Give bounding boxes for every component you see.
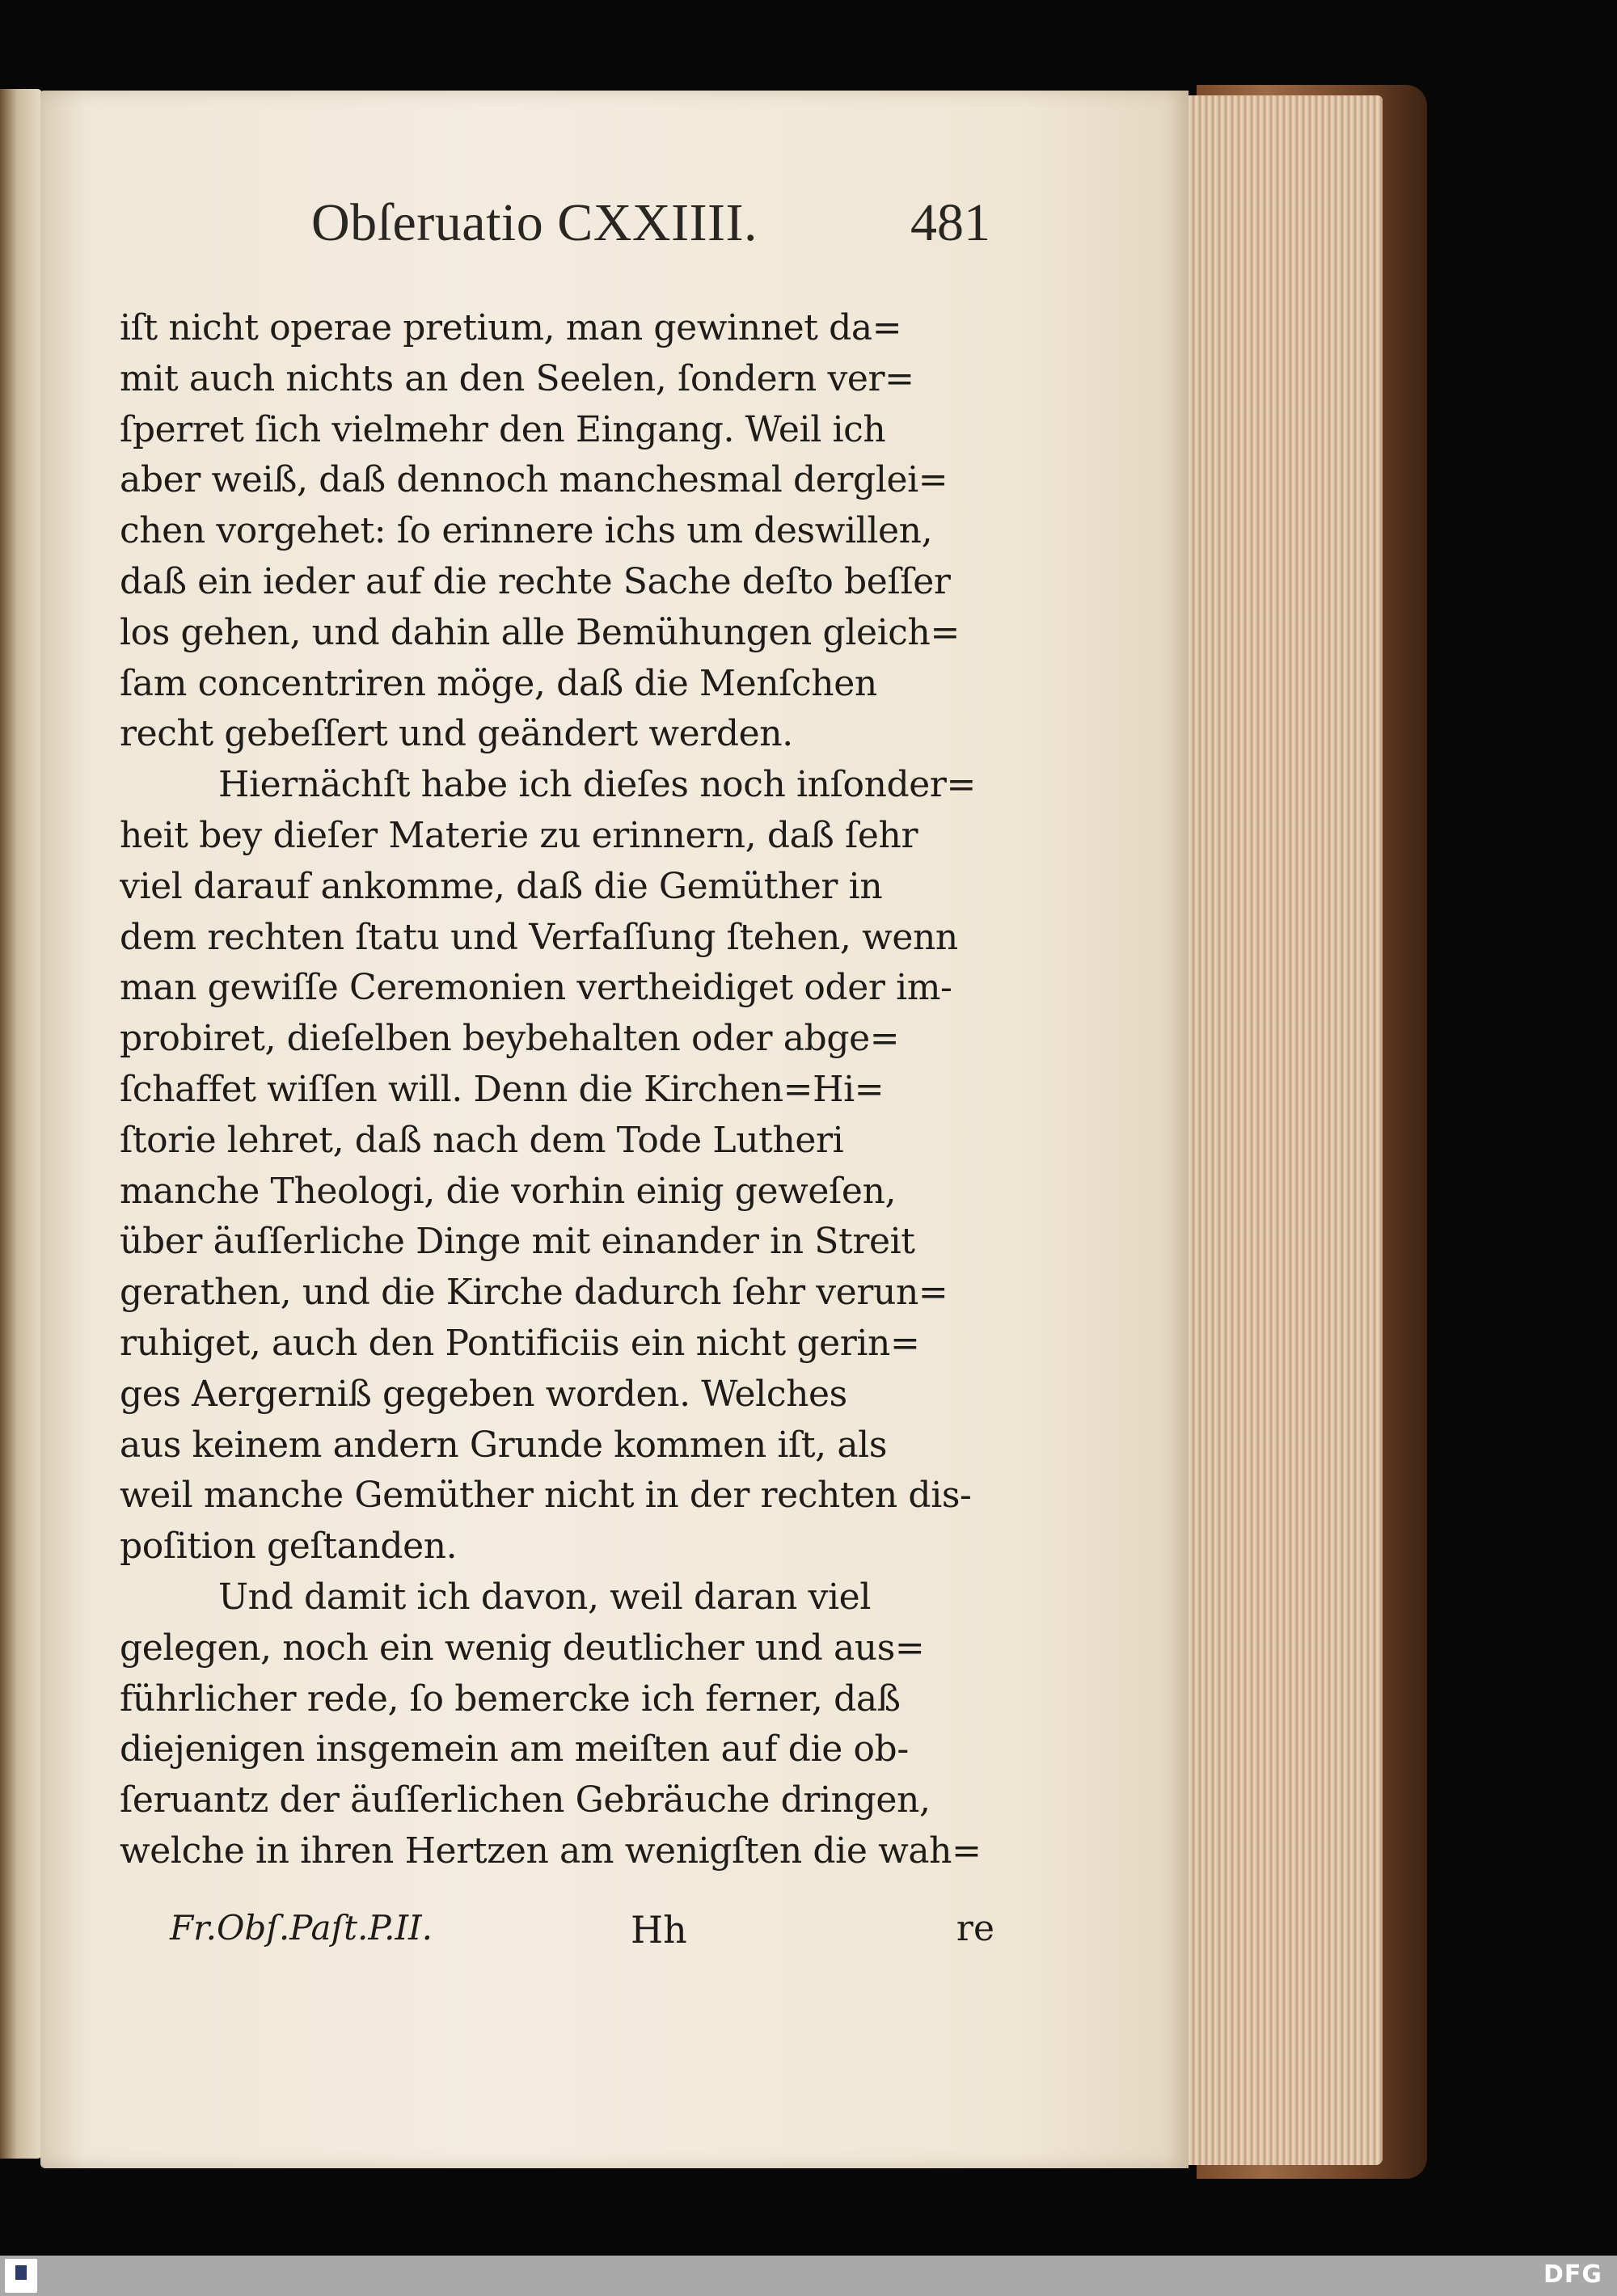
- text-line: weil manche Gemüther nicht in der rechten dis-: [120, 1475, 972, 1517]
- paragraph-start-line: Und damit ich davon, weil daran viel: [218, 1576, 871, 1618]
- text-line: aber weiß, daß dennoch manchesmal derglei=: [120, 459, 948, 501]
- page-block-edges: [1176, 95, 1383, 2165]
- text-line: gerathen, und die Kirche dadurch ſehr verun=: [120, 1272, 948, 1314]
- text-line: über äuſſerliche Dinge mit einander in Streit: [120, 1221, 915, 1263]
- dfg-watermark: DFG: [1543, 2260, 1602, 2289]
- text-line: ſtorie lehret, daß nach dem Tode Lutheri: [120, 1119, 844, 1161]
- library-logo-icon: [5, 2259, 37, 2293]
- page-footer: [170, 1908, 994, 1965]
- text-line: ges Aergerniß gegeben worden. Welches: [120, 1373, 847, 1415]
- text-line: ſam concentriren möge, daß die Menſchen: [120, 662, 877, 704]
- text-line: man gewiſſe Ceremonien vertheidiget oder im-: [120, 967, 952, 1009]
- sheet-mark: Hh: [631, 1908, 687, 1952]
- text-line: ruhiget, auch den Pontificiis ein nicht gerin=: [120, 1322, 920, 1364]
- text-line: recht gebeſſert und geändert werden.: [120, 713, 793, 755]
- body-text: [120, 303, 993, 1877]
- text-line: viel darauf ankomme, daß die Gemüther in: [120, 865, 883, 907]
- text-line: aus keinem andern Grunde kommen iſt, als: [120, 1424, 888, 1466]
- running-head-title: Obſeruatio CXXIIII.: [311, 193, 758, 252]
- viewer-footer-bar: [0, 2256, 1617, 2296]
- text-line: gelegen, noch ein wenig deutlicher und aus=: [120, 1627, 925, 1669]
- running-head: [311, 192, 990, 257]
- text-line: chen vorgehet: ſo erinnere ichs um deswillen,: [120, 510, 933, 552]
- text-line: los gehen, und dahin alle Bemühungen gleich=: [120, 611, 960, 653]
- text-line: heit bey dieſer Materie zu erinnern, daß ſehr: [120, 814, 918, 856]
- text-line: ſperret ſich vielmehr den Eingang. Weil ich: [120, 408, 886, 450]
- text-line: ſeruantz der äuſſerlichen Gebräuche dringen,: [120, 1779, 931, 1821]
- previous-leaf-edge: [0, 89, 42, 2159]
- text-line: poſition geſtanden.: [120, 1526, 458, 1568]
- text-line: ſchaffet wiſſen will. Denn die Kirchen=Hi=: [120, 1068, 884, 1110]
- text-line: welche in ihren Hertzen am wenigſten die wah=: [120, 1830, 982, 1872]
- paragraph-start-line: Hiernächſt habe ich dieſes noch inſonder=: [218, 764, 977, 806]
- text-line: dem rechten ſtatu und Verfaſſung ſtehen, wenn: [120, 916, 958, 958]
- signature-line: Fr.Obſ.Paſt.P.II.: [170, 1908, 433, 1948]
- text-line: führlicher rede, ſo bemercke ich ferner, daß: [120, 1678, 901, 1720]
- text-line: probiret, dieſelben beybehalten oder abge=: [120, 1018, 900, 1060]
- text-line: diejenigen insgemein am meiſten auf die ob-: [120, 1728, 909, 1771]
- text-line: manche Theologi, die vorhin einig geweſen,: [120, 1170, 897, 1212]
- text-line: mit auch nichts an den Seelen, ſondern ver=: [120, 357, 914, 399]
- text-line: iſt nicht operae pretium, man gewinnet da=: [120, 307, 902, 348]
- text-line: daß ein ieder auf die rechte Sache deſto beſſer: [120, 560, 951, 602]
- catchword: re: [956, 1908, 994, 1949]
- page-number: 481: [910, 193, 990, 252]
